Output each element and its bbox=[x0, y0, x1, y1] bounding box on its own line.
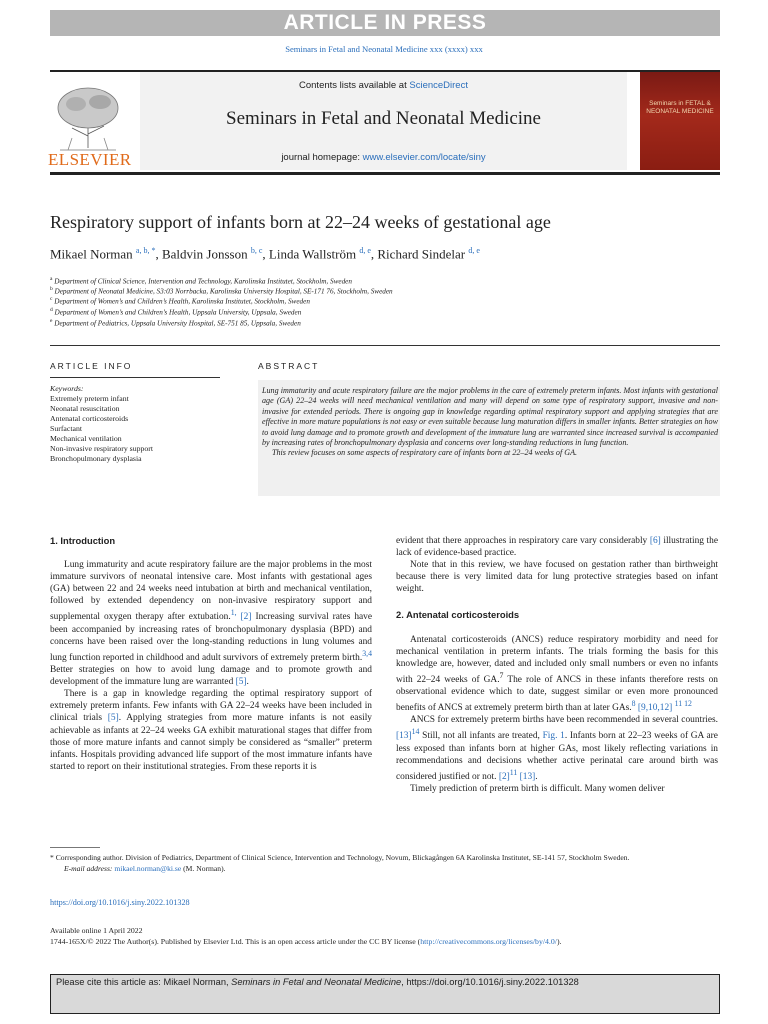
keyword-item: Neonatal resuscitation bbox=[50, 404, 120, 413]
author-affil-mark[interactable]: b, c bbox=[250, 246, 263, 255]
keywords-block bbox=[50, 384, 220, 464]
email-suffix: (M. Norman). bbox=[181, 863, 226, 873]
body-paragraph: Note that in this review, we have focused on gestation rather than birthweight because there is very limited data for lung protective strategies based on infant weight. bbox=[396, 560, 718, 595]
citation-journal: Seminars in Fetal and Neonatal Medicine bbox=[231, 977, 402, 987]
citation-link[interactable]: [2] bbox=[240, 612, 252, 623]
author-list: Mikael Norman $^{a, b, *}$, Baldvin Jonsson $^{b, c}$, Linda Wallström $^{d, e}$, Richard Sindelar $^{d, e}$ bbox=[50, 246, 480, 262]
figure-link[interactable]: Fig. 1 bbox=[542, 731, 565, 742]
license-line: 1744-165X/© 2022 The Author(s). Published by Elsevier Ltd. This is an open access article under the CC BY license (http://creativecommons.org/licenses/by/4.0/). bbox=[50, 937, 562, 946]
affiliation bbox=[50, 296, 730, 305]
contents-line bbox=[140, 80, 627, 91]
author-affil-mark[interactable]: d, e bbox=[359, 246, 371, 255]
article-info-heading: ARTICLE INFO bbox=[50, 361, 133, 371]
citation-link[interactable]: 11 bbox=[509, 767, 518, 777]
citation-link[interactable]: [5] bbox=[235, 677, 247, 688]
body-paragraph: There is a gap in knowledge regarding the optimal respiratory support of extremely preterm infants. Few infants with GA 22–24 weeks have been included in clinical trials [5]. Applying strategies from more mature infants is not easily achievable as infants at 22–24 weeks GA exhibit maturational stages that differ from those of more mature infants and cannot simply be considered as “smaller” preterm infants. Hospitals providing advanced life support of the most immature infants have started to report on their institutional strategies. From these reports it is bbox=[50, 689, 372, 772]
body-paragraph: Lung immaturity and acute respiratory failure are the major problems in the most immature survivors of neonatal intensive care. Most infants with gestational ages (GA) between 22 and 24 weeks need intubation at birth and mechanical ventilation, followed by extended dependency on non-invasive respiratory support and supplemental oxygen therapy after extubation.$^{1,}$ [2] Increasing survival rates have been accompanied by increasing rates of bronchopulmonary dysplasia (BPD) and concerns have been raised over the long-standing reductions in lung volumes and lung function reported in childhood and adult survivors of extremely preterm birth.$^{3,4}$ Better strategies on how to avoid lung damage and to promote growth and development of the immature lung are warranted [5]. bbox=[50, 560, 373, 688]
author-name[interactable]: Baldvin Jonsson bbox=[161, 246, 248, 262]
corresponding-footnote bbox=[50, 853, 720, 874]
body-paragraph: Timely prediction of preterm birth is difficult. Many women deliver bbox=[410, 784, 665, 795]
abstract-paragraph: This review focuses on some aspects of respiratory care of infants born at 22–24 weeks of GA. bbox=[272, 448, 578, 458]
citation-link[interactable]: [6] bbox=[649, 536, 661, 546]
available-online: Available online 1 April 2022 bbox=[50, 926, 143, 935]
corresponding-author-note: * Corresponding author. Division of Pediatrics, Department of Clinical Science, Intervention and Technology, Novum, Blickagången 6A Karolinska Institutet, SE-141 57, Stockholm Sweden. bbox=[50, 853, 630, 862]
citation-link[interactable]: [13] bbox=[396, 731, 412, 742]
abstract-heading: ABSTRACT bbox=[258, 361, 320, 371]
body-column-right bbox=[396, 535, 718, 795]
section-heading-antenatal: 2. Antenatal corticosteroids bbox=[396, 609, 520, 621]
journal-cover-image bbox=[640, 72, 720, 170]
affiliation-mark: b bbox=[50, 286, 53, 292]
email-label: E-mail address: bbox=[64, 863, 115, 873]
footnote-rule bbox=[50, 847, 100, 848]
keyword-item: Extremely preterm infant bbox=[50, 394, 129, 403]
elsevier-wordmark: ELSEVIER bbox=[48, 150, 132, 169]
keyword-item: Mechanical ventilation bbox=[50, 434, 122, 443]
doi-link[interactable]: https://doi.org/10.1016/j.siny.2022.101328 bbox=[50, 898, 190, 907]
journal-reference-line[interactable]: Seminars in Fetal and Neonatal Medicine xxx (xxxx) xxx bbox=[285, 44, 483, 54]
affiliation-text: Department of Neonatal Medicine, S3:03 Norrbacka, Karolinska University Hospital, SE-171 76, Stockholm, Sweden bbox=[54, 287, 393, 296]
contents-prefix: Contents lists available at bbox=[299, 80, 410, 91]
affiliation bbox=[50, 276, 730, 285]
email-line bbox=[50, 864, 720, 875]
affiliation-mark: d bbox=[50, 307, 53, 313]
affiliation-text: Department of Women’s and Children’s Health, Uppsala University, Uppsala, Sweden bbox=[54, 308, 302, 317]
citation-link[interactable]: 8 bbox=[631, 699, 636, 709]
header-bottom-rule bbox=[50, 172, 720, 175]
keyword-item: Surfactant bbox=[50, 424, 83, 433]
section-heading-introduction: 1. Introduction bbox=[50, 535, 116, 546]
body-column-left bbox=[50, 535, 372, 773]
sciencedirect-link[interactable]: ScienceDirect bbox=[409, 80, 468, 91]
citation-link[interactable]: [2] bbox=[498, 772, 510, 782]
journal-title: Seminars in Fetal and Neonatal Medicine bbox=[226, 108, 541, 129]
author-name[interactable]: Mikael Norman bbox=[50, 246, 133, 262]
citation-link[interactable]: 14 bbox=[411, 727, 420, 737]
keywords-label: Keywords: bbox=[50, 384, 84, 393]
affiliation-mark: a bbox=[50, 276, 53, 282]
affiliation bbox=[50, 307, 730, 316]
citation-text: Please cite this article as: Mikael Norman, Seminars in Fetal and Neonatal Medicine, https://doi.org/10.1016/j.siny.2022.101328 bbox=[56, 977, 579, 987]
citation-link[interactable]: 3,4 bbox=[362, 648, 372, 658]
keyword-item: Bronchopulmonary dysplasia bbox=[50, 454, 142, 463]
citation-link[interactable]: [13] bbox=[519, 772, 536, 782]
license-link[interactable]: http://creativecommons.org/licenses/by/4.0/ bbox=[420, 937, 557, 946]
section-divider bbox=[50, 345, 720, 346]
affiliation-text: Department of Clinical Science, Intervention and Technology, Karolinska Institutet, Stockholm, Sweden bbox=[54, 277, 352, 286]
keyword-item: Non-invasive respiratory support bbox=[50, 444, 154, 453]
body-paragraph: ANCS for extremely preterm births have been recommended in several countries. [13]$^{14}$ Still, not all infants are treated, Fig. 1. Infants born at 22–23 weeks of GA are less exposed than infants born at higher GAs, most likely reflecting variations in recommendations and decisions whether active perinatal care around birth was considered justified or not. [2]$^{11}$ [13]. bbox=[396, 715, 718, 782]
journal-cover-title: Seminars in FETAL & NEONATAL MEDICINE bbox=[646, 100, 714, 115]
keyword-item: Antenatal corticosteroids bbox=[50, 414, 129, 423]
body-paragraph: evident that there approaches in respiratory care vary considerably [6] illustrating the lack of evidence-based practice. bbox=[396, 536, 718, 559]
homepage-link[interactable]: www.elsevier.com/locate/siny bbox=[362, 152, 486, 163]
article-title: Respiratory support of infants born at 22–24 weeks of gestational age bbox=[50, 212, 551, 232]
citation-link[interactable]: 1, bbox=[230, 608, 237, 618]
affiliation bbox=[50, 286, 730, 295]
citation-link[interactable]: [5] bbox=[107, 713, 119, 724]
article-in-press-banner: ARTICLE IN PRESS bbox=[50, 10, 720, 36]
citation-link[interactable]: 11 12 bbox=[674, 699, 692, 709]
author-affil-mark[interactable]: d, e bbox=[468, 246, 480, 255]
affiliation-text: Department of Women’s and Children’s Health, Karolinska Institutet, Stockholm, Sweden bbox=[54, 297, 310, 306]
availability-block bbox=[50, 925, 730, 947]
abstract-text bbox=[262, 386, 718, 459]
citation-link[interactable]: [9,10,12] bbox=[637, 703, 673, 714]
abstract-paragraph: Lung immaturity and acute respiratory failure are the major problems in the care of extremely preterm infants. Most infants with gestational age (GA) 22–24 weeks will need mechanical ventilation and many will depend on some type of respiratory support, invasive and non-invasive for extended periods. There is ongoing gap in knowledge regarding optimal respiratory support and applying strategies that are effective in more mature populations is not easy or even suitable because lung maturation differs in smaller infants. Better strategies on how to avoid lung damage and to promote growth and development of the immature lung are warranted since increased survival is accompanied by increasing rates of bronchopulmonary dysplasia and concerns over long-standing reductions in lung function. bbox=[262, 386, 718, 448]
affiliation-mark: c bbox=[50, 296, 53, 302]
author-affil-mark[interactable]: a, b, * bbox=[135, 246, 156, 255]
body-paragraph: Antenatal corticosteroids (ANCS) reduce respiratory morbidity and need for mechanical ventilation in preterm infants. The trials forming the basis for this knowledge are, however, dated and included only small numbers or even no infants with 22–24 weeks of GA.$^7$ The role of ANCS in these infants therefore rests on observational evidence which to date, suggest similar or even more pronounced benefits of ANCS at extremely preterm birth than at later GAs.$^8$ [9,10,12] $^{11 12}$ bbox=[396, 634, 718, 714]
homepage-prefix: journal homepage: bbox=[281, 152, 363, 163]
affiliation bbox=[50, 318, 730, 327]
affiliation-mark: e bbox=[50, 318, 53, 324]
author-name[interactable]: Richard Sindelar bbox=[377, 246, 466, 262]
homepage-line bbox=[140, 152, 627, 163]
affiliation-text: Department of Pediatrics, Uppsala University Hospital, SE-751 85, Uppsala, Sweden bbox=[54, 319, 301, 328]
article-info-rule bbox=[50, 377, 220, 378]
citation-link[interactable]: 7 bbox=[499, 670, 504, 680]
author-name[interactable]: Linda Wallström bbox=[268, 246, 357, 262]
email-link[interactable]: mikael.norman@ki.se bbox=[114, 863, 182, 873]
